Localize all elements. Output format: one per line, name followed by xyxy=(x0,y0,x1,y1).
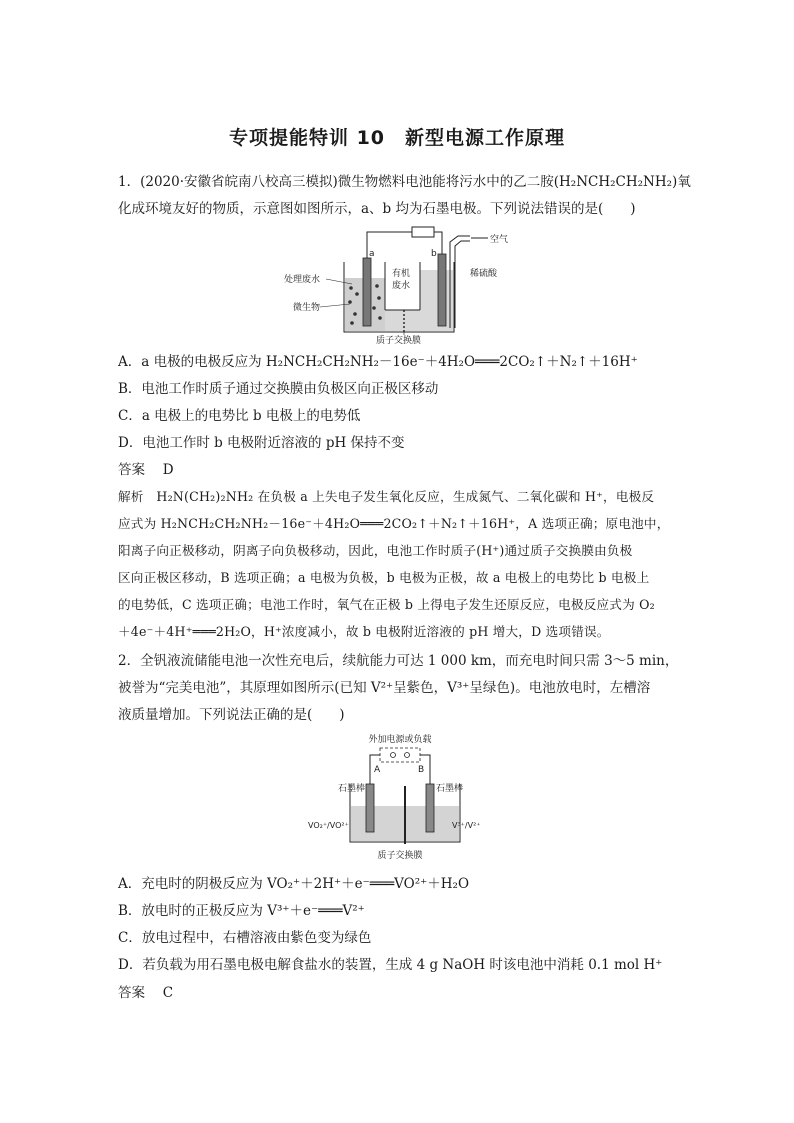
electrode-b xyxy=(438,254,446,326)
right-couple-label: V³⁺/V²⁺ xyxy=(452,821,481,830)
q1-fuel-cell-figure xyxy=(280,224,520,344)
resistor-icon xyxy=(412,227,434,237)
q1-explanation-line-3: 阳离子向正极移动，阴离子向负极移动，因此，电池工作时质子(H⁺)通过质子交换膜由负极 xyxy=(118,543,633,558)
q1-answer xyxy=(118,460,678,480)
q2-option-b: B．放电时的正极反应为 V³⁺＋e⁻═══V²⁺ xyxy=(118,903,365,919)
q2-answer-value: C xyxy=(162,985,174,1001)
acid-label: 稀硫酸 xyxy=(470,269,498,279)
organic-label-1: 有机 xyxy=(392,269,411,279)
q2-answer xyxy=(118,983,678,1003)
q1-explanation-line-1: 解析 H₂N(CH₂)₂NH₂ 在负极 a 上失电子发生氧化反应，生成氮气、二氧化碳和 H⁺，电极反 xyxy=(118,489,655,504)
left-rod-label: 石墨棒 xyxy=(338,784,366,794)
q1-answer-value: D xyxy=(162,462,174,478)
q2-stem-line-1: 2．全钒液流储能电池一次性充电后，续航能力可达 1 000 km，而充电时间只需 3～5 min， xyxy=(118,653,679,669)
page-title: 专项提能特训 10 新型电源工作原理 xyxy=(228,127,566,149)
q1-stem-line-2: 化成环境友好的物质，示意图如图所示，a、b 均为石墨电极。下列说法错误的是( ) xyxy=(118,201,636,217)
q1-answer-label: 答案 xyxy=(118,462,145,478)
q1-option-c: C．a 电极上的电势比 b 电极上的电势低 xyxy=(118,408,361,424)
microbe-label: 微生物 xyxy=(293,303,321,313)
terminal-a-label: A xyxy=(374,765,381,775)
left-graphite-rod xyxy=(366,784,374,832)
q2-answer-label: 答案 xyxy=(118,985,145,1001)
terminal-b-label: B xyxy=(418,765,425,775)
waste-label: 处理废水 xyxy=(284,275,321,285)
q1-option-d: D．电池工作时 b 电极附近溶液的 pH 保持不变 xyxy=(118,435,405,451)
q2-membrane-label: 质子交换膜 xyxy=(377,851,423,861)
q2-option-c: C．放电过程中，右槽溶液由紫色变为绿色 xyxy=(118,930,372,946)
electrode-a-label: a xyxy=(369,249,375,259)
q2-stem-line-2: 被誉为“完美电池”，其原理如图所示(已知 V²⁺呈紫色，V³⁺呈绿色)。电池放电时，左槽溶 xyxy=(118,680,651,696)
q1-explanation-line-5: 的电势低，C 选项正确；电池工作时，氧气在正极 b 上得电子发生还原反应，电极反应式为 O₂ xyxy=(118,597,655,612)
right-graphite-rod xyxy=(426,784,434,832)
power-supply-label: 外加电源或负载 xyxy=(368,735,432,745)
electrode-b-label: b xyxy=(431,249,437,259)
organic-label-2: 废水 xyxy=(392,281,411,291)
power-supply-box xyxy=(380,748,420,762)
q1-stem-line-1: 1．(2020·安徽省皖南八校高三模拟)微生物燃料电池能将污水中的乙二胺(H₂NCH₂CH₂NH₂)氧 xyxy=(118,174,691,190)
air-label: 空气 xyxy=(490,235,509,245)
q2-flow-battery-figure xyxy=(300,732,500,862)
left-couple-label: VO₂⁺/VO²⁺ xyxy=(308,821,349,830)
q1-explanation-line-2: 应式为 H₂NCH₂CH₂NH₂－16e⁻＋4H₂O═══2CO₂↑＋N₂↑＋16H⁺，A 选项正确；原电池中， xyxy=(118,516,670,531)
membrane-label: 质子交换膜 xyxy=(376,336,422,344)
q2-option-a: A．充电时的阴极反应为 VO₂⁺＋2H⁺＋e⁻═══VO²⁺＋H₂O xyxy=(118,876,470,892)
electrode-a xyxy=(363,258,371,326)
q2-stem-line-3: 液质量增加。下列说法正确的是( ) xyxy=(118,707,345,723)
q1-option-b: B．电池工作时质子通过交换膜由负极区向正极区移动 xyxy=(118,381,439,397)
q2-option-d: D．若负载为用石墨电极电解食盐水的装置，生成 4 g NaOH 时该电池中消耗 0.1 mol H⁺ xyxy=(118,957,663,973)
q1-option-a: A．a 电极的电极反应为 H₂NCH₂CH₂NH₂－16e⁻＋4H₂O═══2CO₂↑＋N₂↑＋16H⁺ xyxy=(118,354,638,370)
right-rod-label: 石墨棒 xyxy=(436,784,464,794)
q1-explanation-line-4: 区向正极区移动，B 选项正确；a 电极为负极，b 电极为正极，故 a 电极上的电势比 b 电极上 xyxy=(118,570,650,585)
q1-explanation-line-6: ＋4e⁻＋4H⁺═══2H₂O，H⁺浓度减小，故 b 电极附近溶液的 pH 增大，D 选项错误。 xyxy=(118,624,610,639)
